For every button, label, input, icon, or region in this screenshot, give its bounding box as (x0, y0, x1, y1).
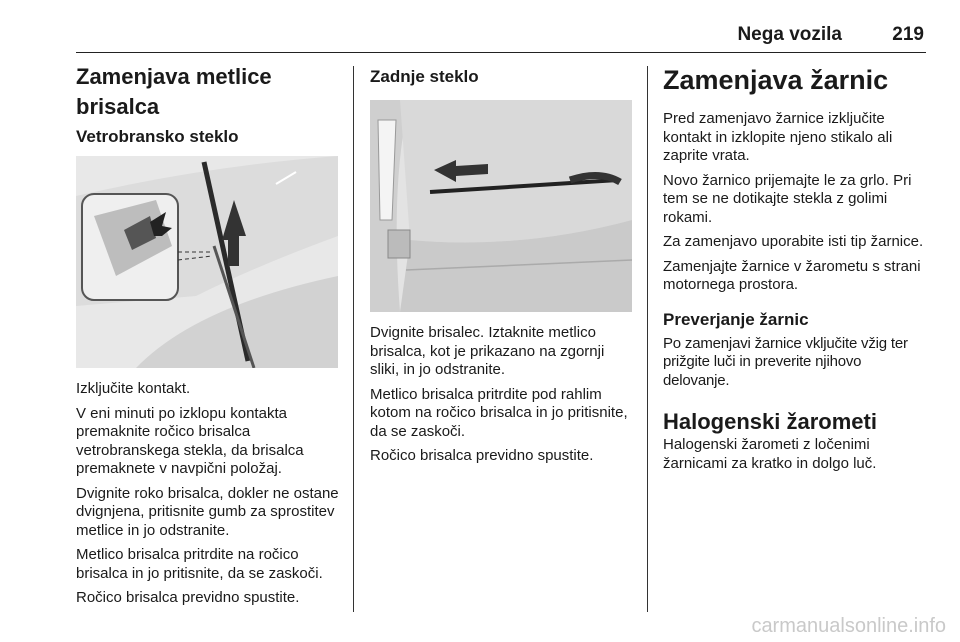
section-heading: Zamenjava žarnic (663, 65, 889, 95)
paragraph: Dvignite brisalec. Iztaknite metlico brisalca, kot je prikazano na zgornji sliki, in jo odstranite. (370, 324, 605, 378)
watermark: carmanualsonline.info (751, 615, 946, 637)
paragraph: Izključite kontakt. (76, 380, 191, 397)
paragraph: Za zamenjavo uporabite isti tip žarnice. (663, 233, 924, 250)
page-header (76, 22, 926, 53)
paragraph: Novo žarnico prijemajte le za grlo. Pri tem se ne dotikajte stekla z golimi rokami. (663, 171, 912, 226)
subsection-heading: Zadnje steklo (370, 67, 479, 86)
subsection-heading: Preverjanje žarnic (663, 309, 809, 329)
windshield-wiper-figure (76, 156, 338, 368)
column-rear-window (370, 62, 634, 472)
section-title: Nega vozila (737, 24, 842, 45)
paragraph: Dvignite roko brisalca, dokler ne ostane dvignjena, pritisnite gumb za sprostitev metlice in jo odstranite. (76, 484, 339, 539)
rear-wiper-figure (370, 100, 632, 312)
subsection-heading: Halogenski žarometi (663, 409, 877, 434)
paragraph: V eni minuti po izklopu kontakta premaknite ročico brisalca vetrobranskega stekla, da brisalca premaknete v navpični položaj. (76, 404, 304, 477)
column-windshield (76, 62, 344, 614)
section-heading: Zamenjava metlice brisalca (76, 64, 272, 119)
column-divider (647, 66, 648, 612)
paragraph: Ročico brisalca previdno spustite. (370, 447, 594, 464)
page-number: 219 (892, 24, 924, 45)
paragraph: Halogenski žarometi z ločenimi žarnicami za kratko in dolgo luč. (663, 436, 877, 472)
subsection-heading: Vetrobransko steklo (76, 127, 239, 146)
paragraph: Zamenjajte žarnice v žarometu s strani motornega prostora. (663, 257, 921, 293)
paragraph: Ročico brisalca previdno spustite. (76, 589, 300, 606)
column-divider (353, 66, 354, 612)
paragraph: Pred zamenjavo žarnice izključite kontakt in izklopite njeno stikalo ali zaprite vrata. (663, 110, 893, 164)
paragraph: Po zamenjavi žarnice vključite vžig ter prižgite luči in preverite njihovo delovanje. (663, 334, 908, 389)
paragraph: Metlico brisalca pritrdite na ročico brisalca in jo pritisnite, da se zaskoči. (76, 546, 323, 582)
paragraph: Metlico brisalca pritrdite pod rahlim kotom na ročico brisalca in jo pritisnite, da se zaskoči. (370, 385, 628, 440)
column-bulb-replacement (663, 62, 927, 479)
